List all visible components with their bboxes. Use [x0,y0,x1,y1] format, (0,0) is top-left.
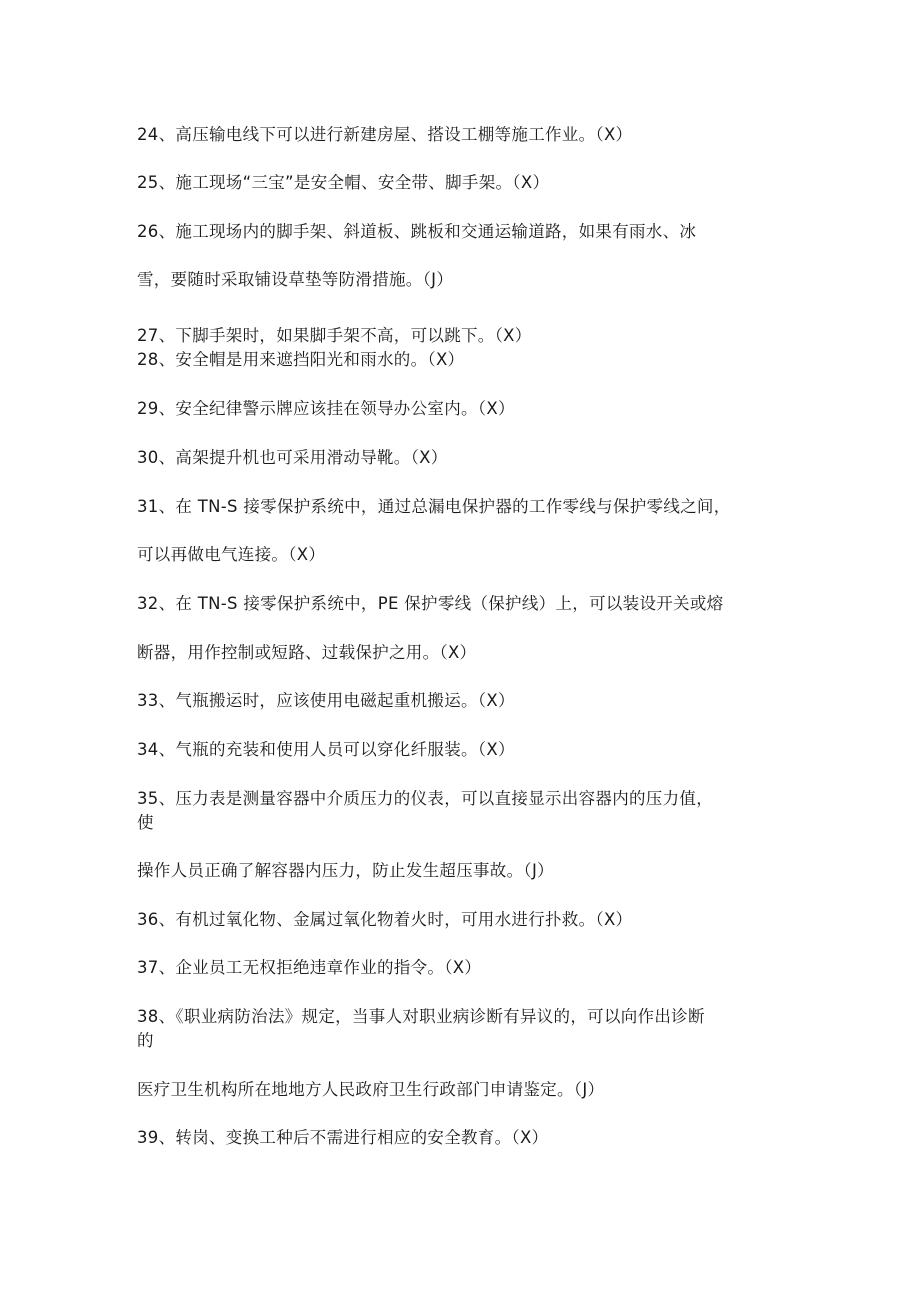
text-line-35c: 操作人员正确了解容器内压力，防止发生超压事故。（J） [137,861,554,880]
text-line-31b: 可以再做电气连接。（X） [137,545,326,564]
text-line-37: 37、企业员工无权拒绝违章作业的指令。（X） [137,958,482,977]
text-line-38a: 38、《职业病防治法》规定，当事人对职业病诊断有异议的，可以向作出诊断 [137,1007,705,1026]
text-line-39: 39、转岗、变换工种后不需进行相应的安全教育。（X） [137,1128,549,1147]
text-line-25: 25、施工现场“三宝”是安全帽、安全带、脚手架。（X） [137,173,550,192]
text-line-28: 28、安全帽是用来遮挡阳光和雨水的。（X） [137,350,465,369]
text-line-30: 30、高架提升机也可采用滑动导靴。（X） [137,448,448,467]
text-line-34: 34、气瓶的充装和使用人员可以穿化纤服装。（X） [137,740,515,759]
text-line-36: 36、有机过氧化物、金属过氧化物着火时，可用水进行扑救。（X） [137,910,633,929]
text-line-33: 33、气瓶搬运时，应该使用电磁起重机搬运。（X） [137,691,515,710]
text-line-29: 29、安全纪律警示牌应该挂在领导办公室内。（X） [137,399,515,418]
text-line-35b: 使 [137,813,154,832]
text-line-32b: 断器，用作控制或短路、过载保护之用。（X） [137,643,477,662]
text-line-26b: 雪，要随时采取铺设草垫等防滑措施。（J） [137,270,454,289]
text-line-38c: 医疗卫生机构所在地地方人民政府卫生行政部门申请鉴定。（J） [137,1080,605,1099]
text-line-38b: 的 [137,1031,154,1050]
text-line-26a: 26、施工现场内的脚手架、斜道板、跳板和交通运输道路，如果有雨水、冰 [137,222,697,241]
text-line-27: 27、下脚手架时，如果脚手架不高，可以跳下。（X） [137,326,532,345]
text-line-35a: 35、压力表是测量容器中介质压力的仪表，可以直接显示出容器内的压力值， [137,789,713,808]
text-line-24: 24、高压输电线下可以进行新建房屋、搭设工棚等施工作业。（X） [137,125,633,144]
text-line-31a: 31、在 TN-S 接零保护系统中，通过总漏电保护器的工作零线与保护零线之间， [137,497,731,516]
text-line-32a: 32、在 TN-S 接零保护系统中，PE 保护零线（保护线）上，可以装设开关或熔 [137,594,724,613]
